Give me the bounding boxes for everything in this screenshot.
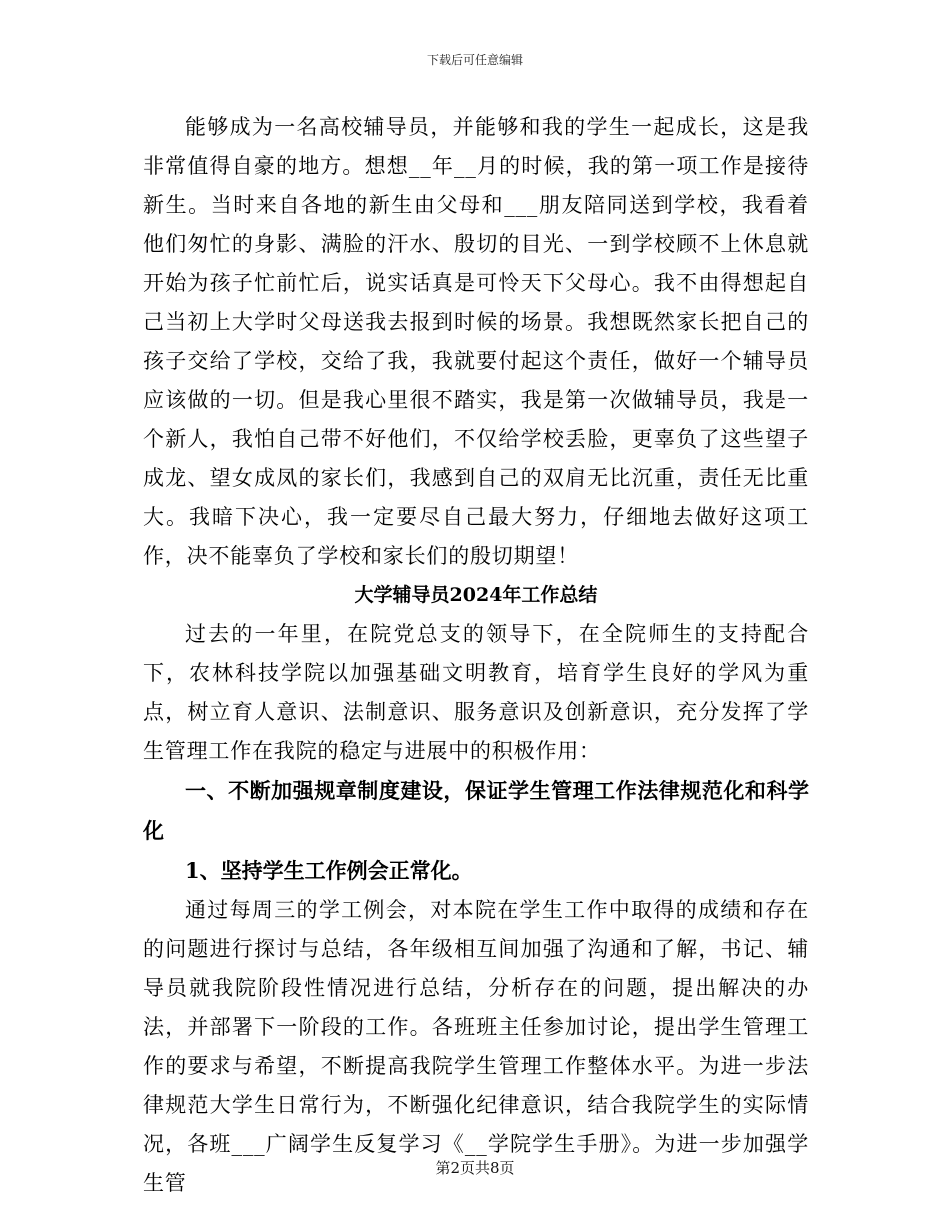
paragraph-2: 过去的一年里，在院党总支的领导下，在全院师生的支持配合下，农林科技学院以加强基础文明教育，培育学生良好的学风为重点，树立育人意识、法制意识、服务意识及创新意识，充分发挥了学生管理工作在我院的稳定与进展中的积极作用： [143,622,809,763]
document-body [143,108,809,1203]
page-header: 下载后可任意编辑 [426,53,523,67]
intro-paragraph: 能够成为一名高校辅导员，并能够和我的学生一起成长，这是我非常值得自豪的地方。想想__年__月的时候，我的第一项工作是接待新生。当时来自各地的新生由父母和___朋友陪同送到学校，我看着他们匆忙的身影、满脸的汗水、殷切的目光、一到学校顾不上休息就开始为孩子忙前忙后，说实话真是可怜天下父母心。我不由得想起自己当初上大学时父母送我去报到时候的场景。我想既然家长把自己的孩子交给了学校，交给了我，我就要付起这个责任，做好一个辅导员应该做的一切。但是我心里很不踏实，我是第一次做辅导员，我是一个新人，我怕自己带不好他们，不仅给学校丢脸，更辜负了这些望子成龙、望女成凤的家长们，我感到自己的双肩无比沉重，责任无比重大。我暗下决心，我一定要尽自己最大努力，仔细地去做好这项工作，决不能辜负了学校和家长们的殷切期望！ [143,115,809,568]
subheading-1: 1、坚持学生工作例会正常化。 [185,858,473,883]
page-footer: 第2页共8页 [435,1159,515,1177]
heading-1: 一、不断加强规章制度建设，保证学生管理工作法律规范化和科学化 [143,778,809,843]
paragraph-3: 通过每周三的学工例会，对本院在学生工作中取得的成绩和存在的问题进行探讨与总结，各年级相互间加强了沟通和了解，书记、辅导员就我院阶段性情况进行总结，分析存在的问题，提出解决的办法，并部署下一阶段的工作。各班班主任参加讨论，提出学生管理工作的要求与希望，不断提高我院学生管理工作整体水平。为进一步法律规范大学生日常行为，不断强化纪律意识，结合我院学生的实际情况，各班___广阔学生反复学习《__学院学生手册》。为进一步加强学生管 [143,898,809,1195]
section-title: 大学辅导员2024年工作总结 [354,584,598,606]
